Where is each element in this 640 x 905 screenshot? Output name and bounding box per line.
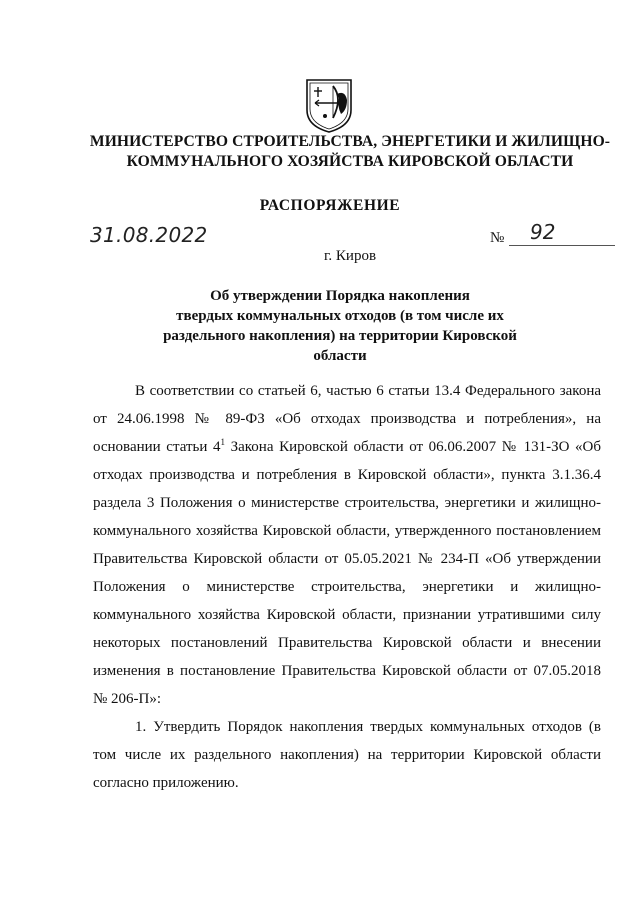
preamble-text-part-1: В соответствии со статьей 6, частью 6 статьи 13.4 Федерального закона от 24.06.1998 № 89-ФЗ «Об отходах производства и потребления», на основании статьи 4 (93, 383, 601, 455)
preamble-paragraph (93, 377, 601, 713)
document-number-underline (509, 245, 615, 246)
preamble-superscript: 1 (220, 437, 225, 447)
ministry-name (70, 132, 630, 172)
document-number-handwritten: 92 (530, 220, 556, 244)
document-date-handwritten: 31.08.2022 (90, 223, 208, 247)
ministry-name-line-1: МИНИСТЕРСТВО СТРОИТЕЛЬСТВА, ЭНЕРГЕТИКИ И ЖИЛИЩНО- (89, 133, 611, 150)
document-type-title: РАСПОРЯЖЕНИЕ (259, 197, 401, 214)
ministry-name-line-2: КОММУНАЛЬНОГО ХОЗЯЙСТВА КИРОВСКОЙ ОБЛАСТИ (126, 153, 574, 170)
subject-line-4: области (313, 348, 367, 364)
document-number-label: № (490, 230, 505, 246)
subject-line-3: раздельного накопления) на территории Кировской (163, 328, 517, 344)
subject-line-1: Об утверждении Порядка накопления (210, 288, 470, 304)
document-subject (130, 286, 550, 366)
document-body (93, 377, 601, 797)
preamble-text-part-2: Закона Кировской области от 06.06.2007 № 131-ЗО «Об отходах производства и потребления в Кировской области», пункта 3.1.36.4 раздела 3 Положения о министерстве строительства, энергетики и жилищно-коммунального хозяйства Кировской области, утвержденного постановлением Правительства Кировской области от 05.05.2021 № 234-П «Об утверждении Положения о министерстве строительства, энергетики и жилищно-коммунального хозяйства Кировской области, признании утратившими силу некоторых постановлений Правительства Кировской области и внесении изменения в постановление Правительства Кировской области от 07.05.2018 № 206-П»: (93, 439, 601, 707)
kirov-coat-of-arms-icon (303, 76, 355, 134)
clause-1-paragraph: 1. Утвердить Порядок накопления твердых коммунальных отходов (в том числе их раздельного накопления) на территории Кировской области согласно приложению. (93, 719, 601, 791)
document-city: г. Киров (323, 248, 377, 264)
subject-line-2: твердых коммунальных отходов (в том числе их (176, 308, 504, 324)
